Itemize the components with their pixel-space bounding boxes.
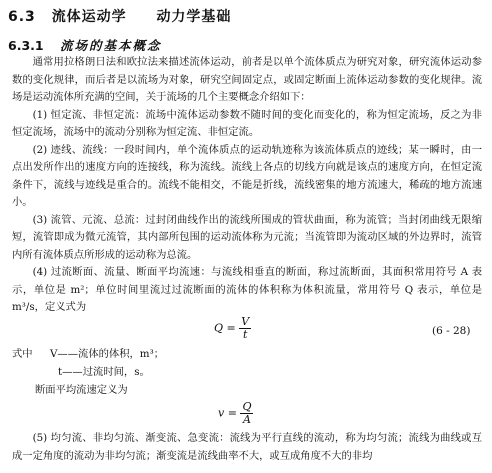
formula2-lhs: v =: [218, 406, 237, 420]
formula2-numerator: Q: [242, 400, 252, 413]
equation-number: (6 - 28): [432, 325, 471, 337]
subsection-title: [8, 36, 161, 54]
formula-flow-rate: [214, 316, 251, 341]
paragraph-4: (4) 过流断面、流量、断面平均流速：与流线相垂直的断面，称过流断面，其面积常用符号 A 表示，单位是 m²；单位时间里流过过流断面的流体的体积称为体积流量，常用符号 Q 表示，单位是 m³/s，定义式为: [12, 266, 482, 313]
formula1-lhs: Q =: [214, 321, 236, 335]
subsection-number: 6.3.1: [8, 38, 44, 53]
section-number: 6.3: [8, 9, 36, 25]
formula1-fraction: [239, 316, 251, 341]
formula-mean-velocity: [218, 401, 253, 426]
subsection-heading: 流场的基本概念: [59, 38, 162, 53]
paragraph-5-container: [12, 430, 482, 465]
section-title-b: 动力学基础: [156, 9, 232, 25]
where-line-volume: V——流体的体积，m³；: [50, 348, 164, 360]
body-text: [12, 54, 482, 317]
paragraph-3: (3) 流管、元流、总流：过封闭曲线作出的流线所围成的管状曲面，称为流管；当封闭曲线无限缩短，流管即成为微元流管，其内部所包围的运动流体称为元流；当流管即为流动区域的外边界时，流管内所有流体质点所形成的运动称为总流。: [12, 213, 482, 261]
paragraph-intro: 通常用拉格朗日法和欧拉法来描述流体运动，前者是以单个流体质点为研究对象，研究流体运动参数的变化规律，而后者是以流场为对象，研究空间固定点，或固定断面上流体运动参数的变化规律。流场是运动流体所充满的空间，关于流场的几个主要概念介绍如下：: [12, 56, 482, 103]
formula2-denominator: A: [242, 413, 251, 426]
where-prefix: 式中: [12, 348, 33, 360]
paragraph-2: (2) 迹线、流线：一段时间内，单个流体质点的运动轨迹称为该流体质点的迹线；某一瞬时，由一点出发所作出的速度方向的连接线，称为流线。流线上各点的切线方向就是该点的速度方向，在恒定流条件下，流线与迹线是重合的。流线不能相交，不能是折线，流线密集的地方流速大，稀疏的地方流速小。: [12, 143, 482, 208]
paragraph-1: (1) 恒定流、非恒定流：流场中流体运动参数不随时间的变化而变化的，称为恒定流场，反之为非恒定流场，流场中的流动分别称为恒定流、非恒定流。: [12, 108, 482, 138]
formula1-numerator: V: [241, 315, 250, 328]
formula2-fraction: [240, 401, 253, 426]
paragraph-5: (5) 均匀流、非均匀流、渐变流、急变流：流线为平行直线的流动，称为均匀流；流线为曲线或互成一定角度的流动为非均匀流；渐变流是流线曲率不大，或互成角度不大的非均: [12, 432, 482, 462]
section-title-a: 流体运动学: [51, 9, 127, 25]
formula1-denominator: t: [243, 328, 248, 341]
where-line-velocity: 断面平均流速定义为: [35, 384, 128, 396]
where-line-time: t——过流时间，s。: [58, 366, 150, 378]
section-title: [8, 6, 231, 26]
